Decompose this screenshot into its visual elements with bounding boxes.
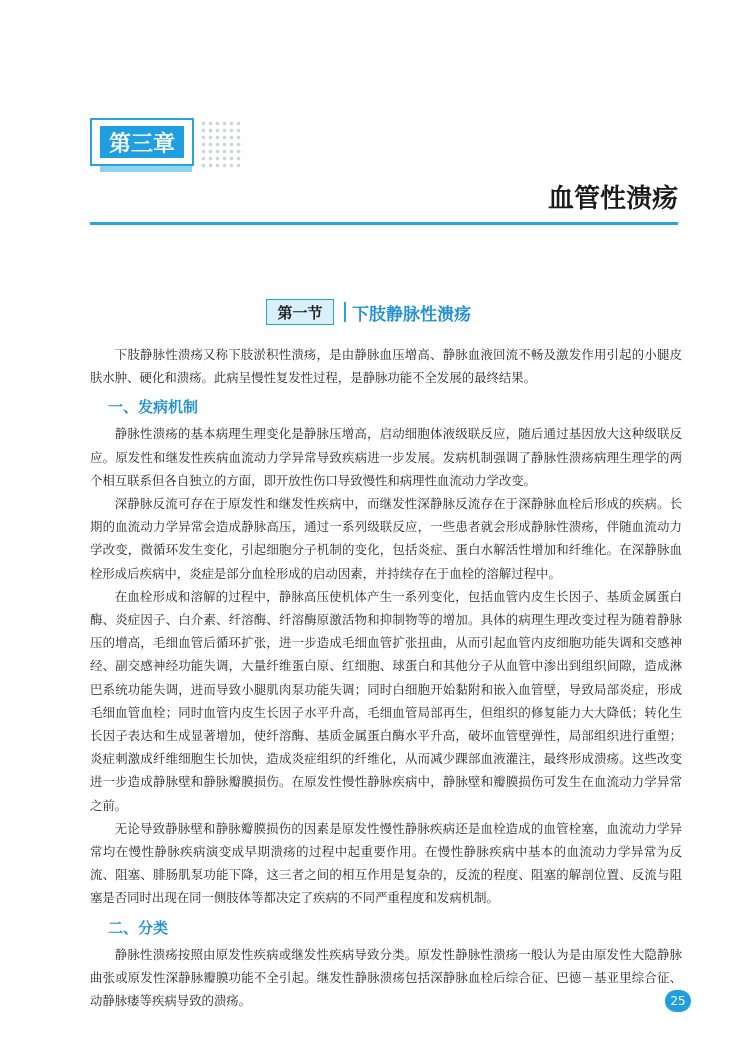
- subsection-heading-pathogenesis: 一、发病机制: [108, 398, 199, 417]
- paragraph: 静脉性溃疡按照由原发性疾病或继发性疾病导致分类。原发性静脉性溃疡一般认为是由原发性大隐静脉曲张或原发性深静脉瓣膜功能不全引起。继发性静脉溃疡包括深静脉血栓后综合征、巴德－基亚里综合征、动静脉瘘等疾病导致的溃疡。: [90, 946, 682, 1009]
- intro-paragraph: 下肢静脉性溃疡又称下肢淤积性溃疡，是由静脉血压增高、静脉血液回流不畅及激发作用引起的小腿皮肤水肿、硬化和溃疡。此病呈慢性复发性过程，是静脉功能不全发展的最终结果。: [90, 347, 682, 386]
- chapter-title: 血管性溃疡: [547, 184, 678, 214]
- chapter-label: 第三章: [100, 126, 184, 158]
- section-label-wrap: [266, 297, 334, 327]
- paragraph: 在血栓形成和溶解的过程中，静脉高压使机体产生一系列变化，包括血管内皮生长因子、基质金属蛋白酶、炎症因子、白介素、纤溶酶、纤溶酶原激活物和抑制物等的增加。具体的病理生理改变过程为随着静脉压的增高，毛细血管后循环扩张，进一步造成毛细血管扩张扭曲，从而引起血管内皮细胞功能失调和交感神经、副交感神经功能失调，大量纤维蛋白原、红细胞、球蛋白和其他分子从血管中渗出到组织间隙，造成淋巴系统功能失调，进而导致小腿肌肉泵功能失调；同时白细胞开始黏附和嵌入血管壁，导致局部炎症，形成毛细血管血栓；同时血管内皮生长因子水平升高，毛细血管局部再生，但组织的修复能力大大降低；转化生长因子表达和生成显著增加，使纤溶酶、基质金属蛋白酶水平升高，破坏血管壁弹性，局部组织进行重塑；炎症刺激成纤维细胞生长加快，造成炎症组织的纤维化，从而减少踝部血液灌注，最终形成溃疡。这些改变进一步造成静脉壁和静脉瓣膜损伤。在原发性慢性静脉疾病中，静脉壁和瓣膜损伤可发生在血流动力学异常之前。: [90, 588, 682, 813]
- chapter-label-box: [90, 118, 194, 166]
- section-separator: [344, 302, 346, 322]
- body-text: [90, 343, 682, 1012]
- dot-pattern-decoration: [200, 120, 244, 168]
- section-title: 下肢静脉性溃疡: [352, 304, 471, 325]
- page-number: 25: [665, 990, 691, 1012]
- chapter-divider: [90, 222, 678, 225]
- section-heading: [266, 297, 471, 327]
- subsection-heading-classification: 二、分类: [108, 918, 169, 937]
- section-label: 第一节: [266, 299, 334, 325]
- paragraph: 静脉性溃疡的基本病理生理变化是静脉压增高，启动细胞体液级联反应，随后通过基因放大这种级联反应。原发性和继发性疾病血流动力学异常导致疾病进一步发展。发病机制强调了静脉性溃疡病理生理学的两个相互联系但各自独立的方面，即开放性伤口导致慢性和病理性血流动力学改变。: [90, 426, 682, 488]
- paragraph: 深静脉反流可存在于原发性和继发性疾病中，而继发性深静脉反流存在于深静脉血栓后形成的疾病。长期的血流动力学异常会造成静脉高压，通过一系列级联反应，一些患者就会形成静脉性溃疡，伴随血流动力学改变，微循环发生变化，引起细胞分子机制的变化，包括炎症、蛋白水解活性增加和纤维化。在深静脉血栓形成后疾病中，炎症是部分血栓形成的启动因素，并持续存在于血栓的溶解过程中。: [90, 496, 682, 581]
- paragraph: 无论导致静脉壁和静脉瓣膜损伤的因素是原发性慢性静脉疾病还是血栓造成的血管栓塞，血流动力学异常均在慢性静脉疾病演变成早期溃疡的过程中起重要作用。在慢性静脉疾病中基本的血流动力学异常为反流、阻塞、腓肠肌泵功能下降，这三者之间的相互作用是复杂的，反流的程度、阻塞的解剖位置、反流与阻塞是否同时出现在同一侧肢体等都决定了疾病的不同严重程度和发病机制。: [90, 820, 682, 906]
- chapter-badge: [90, 118, 240, 174]
